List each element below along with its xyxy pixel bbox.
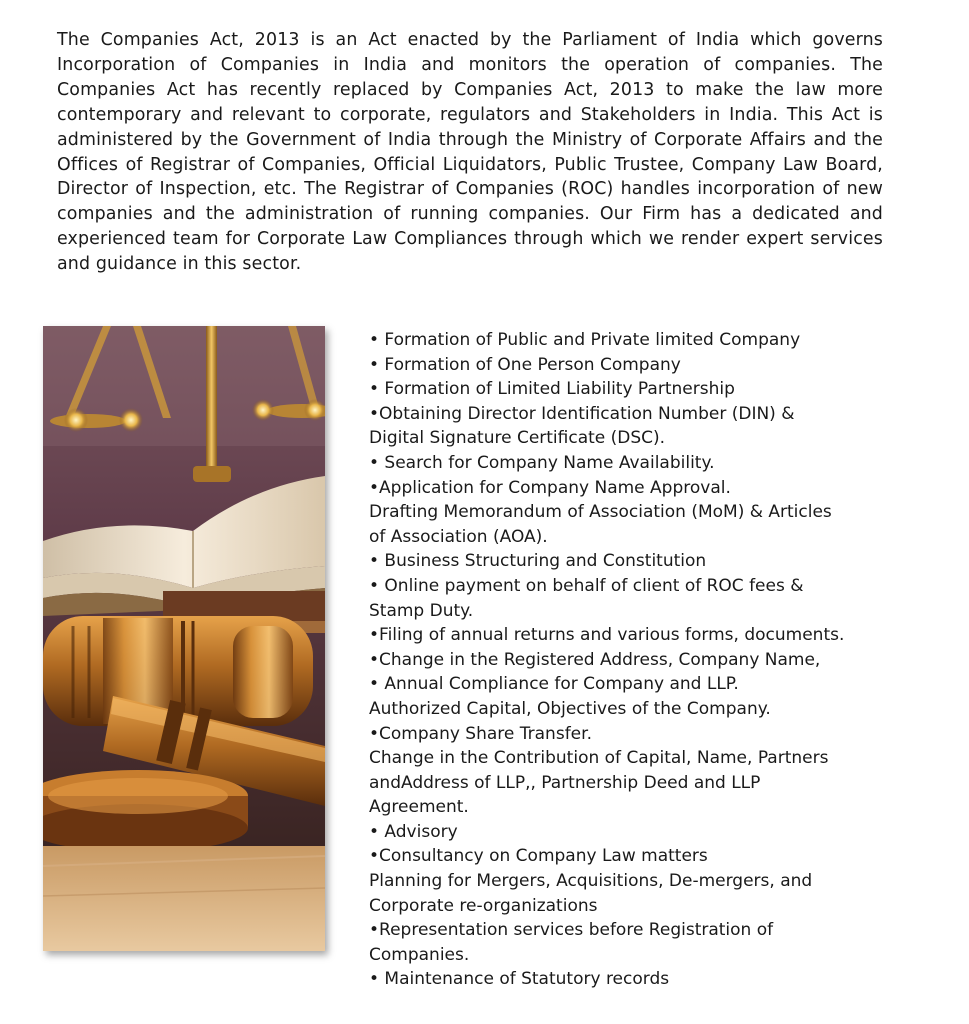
list-item: Planning for Mergers, Acquisitions, De-mergers, and xyxy=(369,871,813,892)
list-item: •Change in the Registered Address, Company Name, xyxy=(369,649,821,670)
intro-line-last: and guidance in this sector. xyxy=(57,254,302,275)
list-item: •Representation services before Registration of xyxy=(369,920,774,941)
list-item: Digital Signature Certificate (DSC). xyxy=(369,428,666,449)
list-item: •Consultancy on Company Law matters xyxy=(369,846,708,867)
list-item: Corporate re-organizations xyxy=(369,895,598,916)
list-item: •Application for Company Name Approval. xyxy=(369,477,731,498)
list-item: Authorized Capital, Objectives of the Company. xyxy=(369,698,771,719)
intro-line: contemporary and relevant to corporate, regulators and Stakeholders in India. This Act is xyxy=(57,104,883,125)
list-item: • Formation of Public and Private limited Company xyxy=(369,330,801,350)
intro-line: Director of Inspection, etc. The Registrar of Companies (ROC) handles incorporation of new xyxy=(57,179,883,200)
intro-line: experienced team for Corporate Law Compliances through which we render expert services xyxy=(57,229,883,250)
intro-line: companies and the administration of running companies. Our Firm has a dedicated and xyxy=(57,204,883,225)
gavel-photo xyxy=(43,326,325,951)
list-item: •Filing of annual returns and various forms, documents. xyxy=(369,625,845,646)
list-item: • Online payment on behalf of client of ROC fees & xyxy=(369,575,804,596)
intro-line: Incorporation of Companies in India and monitors the operation of companies. The xyxy=(57,54,883,75)
intro-line: administered by the Government of India through the Ministry of Corporate Affairs and the xyxy=(57,129,883,150)
services-list xyxy=(369,328,929,992)
list-item: Stamp Duty. xyxy=(369,600,474,621)
intro-line: Offices of Registrar of Companies, Official Liquidators, Public Trustee, Company Law Board, xyxy=(57,154,883,175)
list-item: andAddress of LLP,, Partnership Deed and LLP xyxy=(369,772,761,793)
list-item: Drafting Memorandum of Association (MoM) & Articles xyxy=(369,502,832,523)
list-item: • Advisory xyxy=(369,821,458,842)
list-item: • Formation of Limited Liability Partnership xyxy=(369,379,735,400)
list-item: • Search for Company Name Availability. xyxy=(369,452,715,473)
list-item: Agreement. xyxy=(369,797,469,818)
list-item: • Maintenance of Statutory records xyxy=(369,969,670,990)
list-item: •Obtaining Director Identification Number (DIN) & xyxy=(369,403,795,424)
list-item: of Association (AOA). xyxy=(369,526,548,547)
intro-line: Companies Act has recently replaced by Companies Act, 2013 to make the law more xyxy=(57,79,883,100)
list-item: Companies. xyxy=(369,944,470,965)
intro-line: The Companies Act, 2013 is an Act enacted by the Parliament of India which governs xyxy=(57,30,883,50)
list-item: • Business Structuring and Constitution xyxy=(369,551,707,572)
list-item: • Formation of One Person Company xyxy=(369,354,681,375)
list-item: •Company Share Transfer. xyxy=(369,723,592,744)
list-item: Change in the Contribution of Capital, Name, Partners xyxy=(369,748,829,769)
list-item: • Annual Compliance for Company and LLP. xyxy=(369,674,739,695)
intro-paragraph xyxy=(57,28,883,277)
